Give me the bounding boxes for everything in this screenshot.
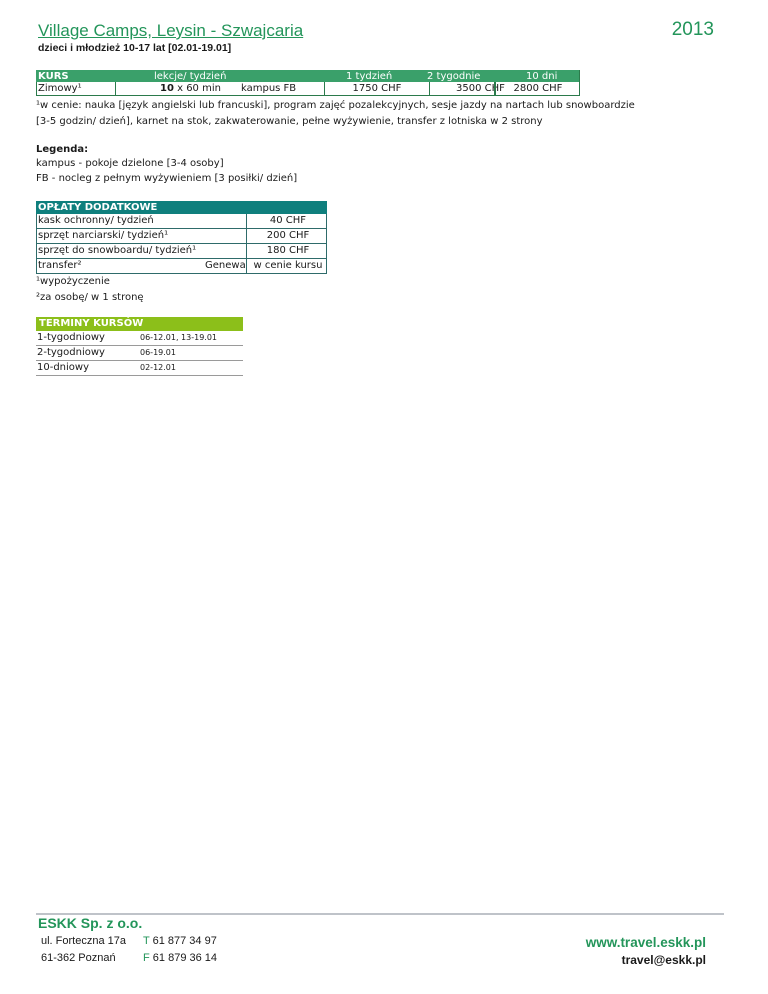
year-label: 2013 [671,19,714,40]
table-row [37,229,326,244]
footer-fax [143,950,217,967]
course-table-divider [115,82,116,95]
term-label: 10-dniowy [37,362,90,373]
legend-item: FB - nocleg z pełnym wyżywieniem [3 posiłki/ dzień] [36,173,298,184]
page-title: Village Camps, Leysin - Szwajcaria [38,21,304,40]
table-row [37,244,326,259]
legend-title: Legenda: [36,144,89,155]
extra-label: sprzęt do snowboardu/ tydzień¹ [38,245,197,256]
extra-price: 40 CHF [246,214,329,228]
page-subtitle: dzieci i młodzież 10-17 lat [02.01-19.01] [38,42,232,54]
course-table-left-edge [36,82,289,95]
terms-table-header [36,317,243,331]
extra-price: w cenie kursu [246,259,329,273]
footer-phone [143,933,217,950]
course-table-divider-2 [494,82,495,95]
extra-location: Genewa [205,260,246,271]
term-label: 1-tygodniowy [37,332,105,343]
phone-number: 61 877 34 97 [152,935,217,947]
terms-title: TERMINY KURSÓW [39,318,144,329]
price-1-week: 1750 CHF [324,82,429,95]
extra-label: kask ochronny/ tydzień [38,215,154,226]
term-dates: 02-12.01 [140,363,176,372]
table-row [37,259,326,274]
extra-price: 200 CHF [246,229,329,243]
terms-table [36,331,243,376]
lessons-count: 10 [160,83,174,94]
course-note-line-1: ¹w cenie: nauka [język angielski lub francuski], program zajęć pozalekcyjnych, sesje jazdy na nartach lub snowboardzie [36,100,635,111]
term-label: 2-tygodniowy [37,347,105,358]
extras-table-header [36,201,327,214]
course-accommodation: kampus FB [241,83,297,94]
course-table-edge [579,70,580,96]
phone-prefix: T [143,935,150,947]
fax-prefix: F [143,952,150,964]
extra-label: transfer² [38,260,82,271]
footer-street: ul. Forteczna 17a [41,935,126,947]
header-lessons: lekcje/ tydzień [154,71,227,82]
extras-title: OPŁATY DODATKOWE [38,202,158,213]
course-table-header [36,70,579,82]
course-name: Zimowy¹ [38,83,82,94]
header-course: KURS [38,71,69,82]
term-dates: 06-12.01, 13-19.01 [140,333,218,342]
email-link[interactable]: travel@eskk.pl [621,953,706,967]
lessons-duration: x 60 min [173,83,221,94]
table-row [37,214,326,229]
price-10-days: 2800 CHF [495,82,580,95]
extras-note: ²za osobę/ w 1 stronę [36,292,144,303]
legend-item: kampus - pokoje dzielone [3-4 osoby] [36,158,224,169]
fax-number: 61 879 36 14 [152,952,218,964]
header-2-weeks: 2 tygodnie [427,71,481,82]
extra-label: sprzęt narciarski/ tydzień¹ [38,230,169,241]
table-row [36,361,243,376]
header-1-week: 1 tydzień [346,71,393,82]
term-dates: 06-19.01 [140,348,176,357]
company-name: ESKK Sp. z o.o. [38,915,143,931]
website-link[interactable]: www.travel.eskk.pl [585,935,706,950]
price-2-weeks: 3500 CHF [429,82,531,95]
extras-table [36,214,327,274]
footer-city: 61-362 Poznań [41,952,116,964]
course-note-line-2: [3-5 godzin/ dzień], karnet na stok, zakwaterowanie, pełne wyżywienie, transfer z lotniska w 2 strony [36,116,543,127]
extras-note: ¹wypożyczenie [36,276,110,287]
header-10-days: 10 dni [526,71,558,82]
extra-price: 180 CHF [246,244,329,258]
table-row [36,346,243,361]
table-row [36,331,243,346]
